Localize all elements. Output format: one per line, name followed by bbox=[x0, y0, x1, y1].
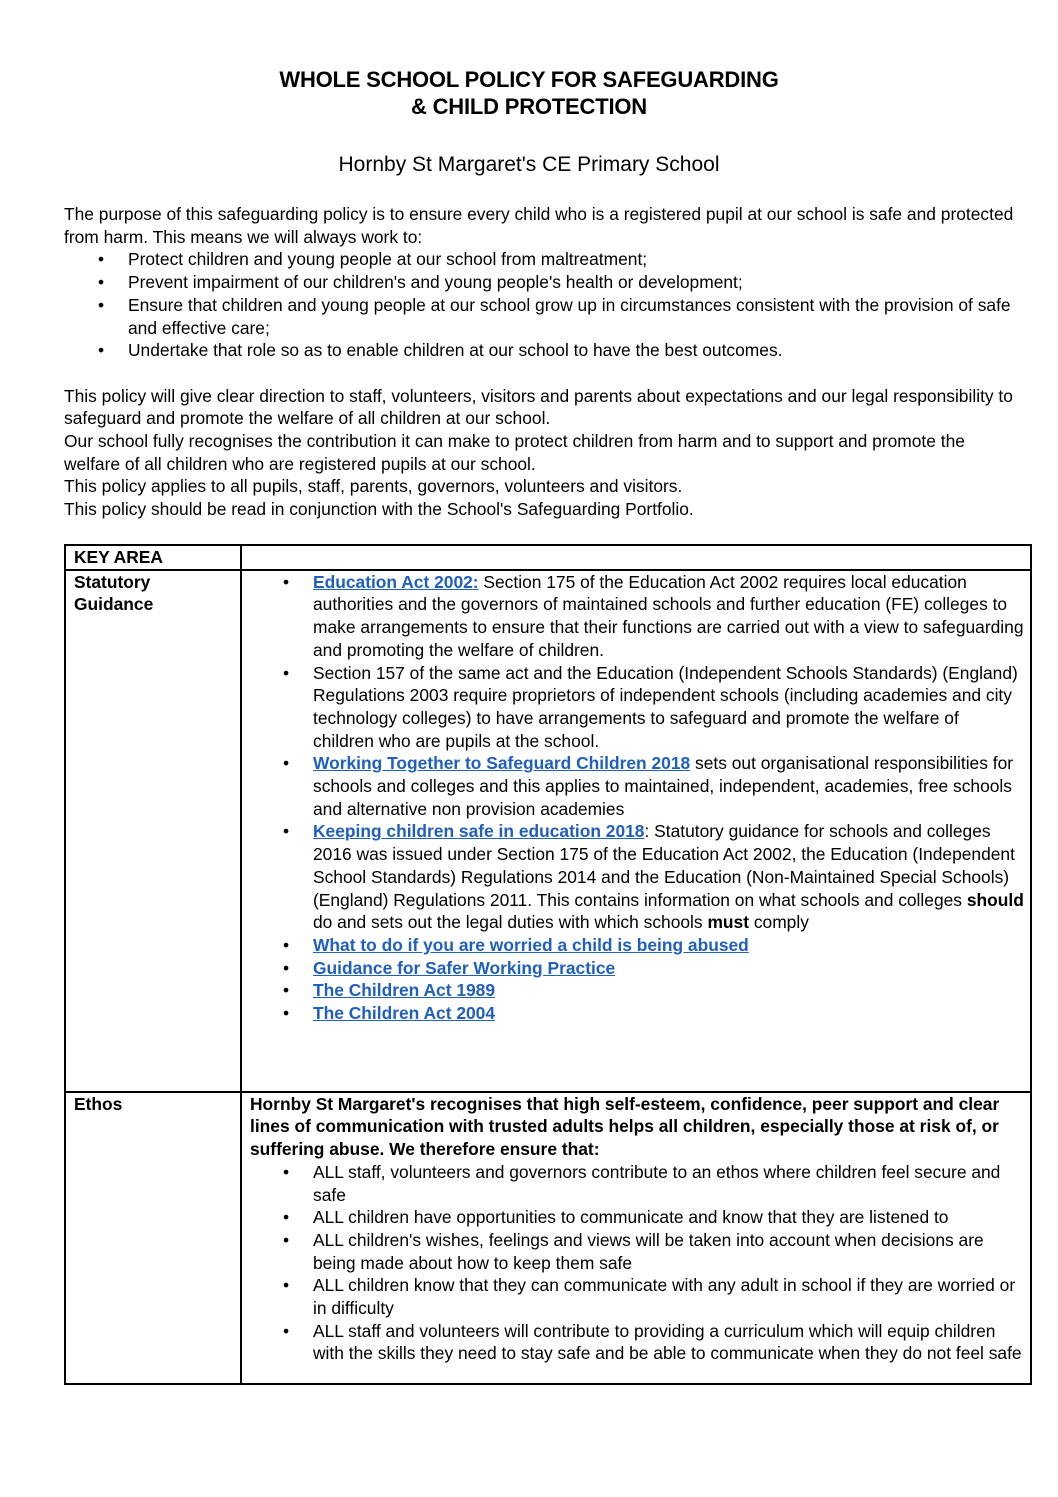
direction-paragraph: This policy will give clear direction to staff, volunteers, visitors and parents about expectations and our legal responsibility to safeguard and promote the welfare of all children at our school. bbox=[64, 385, 1013, 429]
ethos-label: Ethos bbox=[65, 1092, 241, 1384]
purpose-list bbox=[64, 248, 1024, 362]
kcsie-text-b: do and sets out the legal duties with which schools bbox=[313, 912, 708, 933]
statutory-label bbox=[65, 570, 241, 1092]
list-item: • Section 157 of the same act and the Education (Independent Schools Standards) (England) Regulations 2003 require proprietors of independent schools (including academies and city technology colleges) to have arrangements to safeguard and promote the welfare of children who are pupils at the school. bbox=[250, 662, 1024, 753]
table-row-statutory bbox=[65, 570, 1031, 1092]
applies-paragraph: This policy applies to all pupils, staff, parents, governors, volunteers and visitors. bbox=[64, 476, 683, 497]
kcsie-bold-must: must bbox=[707, 912, 749, 933]
keeping-children-safe-link[interactable]: Keeping children safe in education 2018 bbox=[313, 821, 645, 842]
title-line-1: WHOLE SCHOOL POLICY FOR SAFEGUARDING bbox=[279, 67, 779, 92]
ethos-lead-paragraph: Hornby St Margaret's recognises that high self-esteem, confidence, peer support and clear lines of communication with trusted adults helps all children, especially those at risk of, or suffering abuse. We therefore ensure that: bbox=[250, 1093, 1000, 1160]
list-item bbox=[250, 820, 1024, 934]
list-item: • Ensure that children and young people at our school grow up in circumstances consistent with the provision of safe and effective care; bbox=[64, 294, 1024, 339]
children-act-2004-link[interactable]: The Children Act 2004 bbox=[313, 1003, 496, 1024]
conjunction-paragraph: This policy should be read in conjunction with the School's Safeguarding Portfolio. bbox=[64, 499, 694, 520]
list-item bbox=[250, 957, 1024, 980]
list-item bbox=[250, 1002, 1024, 1025]
document-title bbox=[0, 66, 1058, 120]
list-item: • ALL children know that they can communicate with any adult in school if they are worried or in difficulty bbox=[250, 1274, 1024, 1319]
list-item bbox=[250, 934, 1024, 957]
kcsie-text-a: : Statutory guidance for schools and colleges 2016 was issued under Section 175 of the Education Act 2002, the Education (Independent School Standards) Regulations 2014 and the Education (Non-Maintained Special Schools) (England) Regulations 2011. This contains information on what schools and colleges bbox=[313, 821, 1015, 910]
statutory-label-line-1: Statutory bbox=[74, 571, 151, 592]
list-item bbox=[250, 571, 1024, 662]
header-key-area: KEY AREA bbox=[65, 545, 241, 570]
list-item: • ALL staff and volunteers will contribute to providing a curriculum which will equip children with the skills they need to stay safe and be able to communicate when they do not feel safe bbox=[250, 1320, 1024, 1365]
list-item bbox=[250, 752, 1024, 820]
statutory-list bbox=[250, 571, 1024, 1025]
list-item bbox=[250, 979, 1024, 1002]
safer-working-practice-link[interactable]: Guidance for Safer Working Practice bbox=[313, 957, 616, 978]
list-item: • ALL children have opportunities to communicate and know that they are listened to bbox=[250, 1206, 1024, 1229]
ethos-content bbox=[241, 1092, 1031, 1384]
statutory-content bbox=[241, 570, 1031, 1092]
worried-child-abused-link[interactable]: What to do if you are worried a child is being abused bbox=[313, 934, 749, 955]
recognition-paragraph: Our school fully recognises the contribution it can make to protect children from harm and to support and promote the welfare of all children who are registered pupils at our school. bbox=[64, 431, 965, 474]
spacer bbox=[64, 362, 1024, 385]
intro-section bbox=[64, 203, 1024, 521]
table-row-ethos bbox=[65, 1092, 1031, 1384]
working-together-text: sets out organisational responsibilities for schools and colleges and this applies to maintained, independent, academies, free schools and alternative non provision academies bbox=[313, 753, 1014, 819]
list-item: • Undertake that role so as to enable children at our school to have the best outcomes. bbox=[64, 339, 1024, 362]
list-item: • Prevent impairment of our children's and young people's health or development; bbox=[64, 271, 1024, 294]
education-act-2002-link[interactable]: Education Act 2002: bbox=[313, 571, 479, 592]
kcsie-text-c: comply bbox=[749, 912, 809, 933]
title-line-2: & CHILD PROTECTION bbox=[411, 94, 647, 119]
key-area-table bbox=[64, 544, 1032, 1385]
list-item: • Protect children and young people at our school from maltreatment; bbox=[64, 248, 1024, 271]
school-name: Hornby St Margaret's CE Primary School bbox=[338, 153, 720, 176]
statutory-label-line-2: Guidance bbox=[74, 594, 154, 615]
table-header-row bbox=[65, 545, 1031, 570]
header-detail bbox=[241, 545, 1031, 570]
ethos-list bbox=[250, 1161, 1024, 1365]
list-item: • ALL children's wishes, feelings and views will be taken into account when decisions are being made about how to keep them safe bbox=[250, 1229, 1024, 1274]
purpose-paragraph: The purpose of this safeguarding policy is to ensure every child who is a registered pupil at our school is safe and protected from harm. This means we will always work to: bbox=[64, 204, 1014, 247]
working-together-link[interactable]: Working Together to Safeguard Children 2018 bbox=[313, 753, 691, 774]
children-act-1989-link[interactable]: The Children Act 1989 bbox=[313, 980, 496, 1001]
list-item: • ALL staff, volunteers and governors contribute to an ethos where children feel secure and safe bbox=[250, 1161, 1024, 1206]
education-act-2002-text: Section 175 of the Education Act 2002 requires local education authorities and the governors of maintained schools and further education (FE) colleges to make arrangements to ensure that their functions are carried out with a view to safeguarding and promoting the welfare of children. bbox=[313, 571, 1024, 660]
kcsie-bold-should: should bbox=[966, 889, 1024, 910]
